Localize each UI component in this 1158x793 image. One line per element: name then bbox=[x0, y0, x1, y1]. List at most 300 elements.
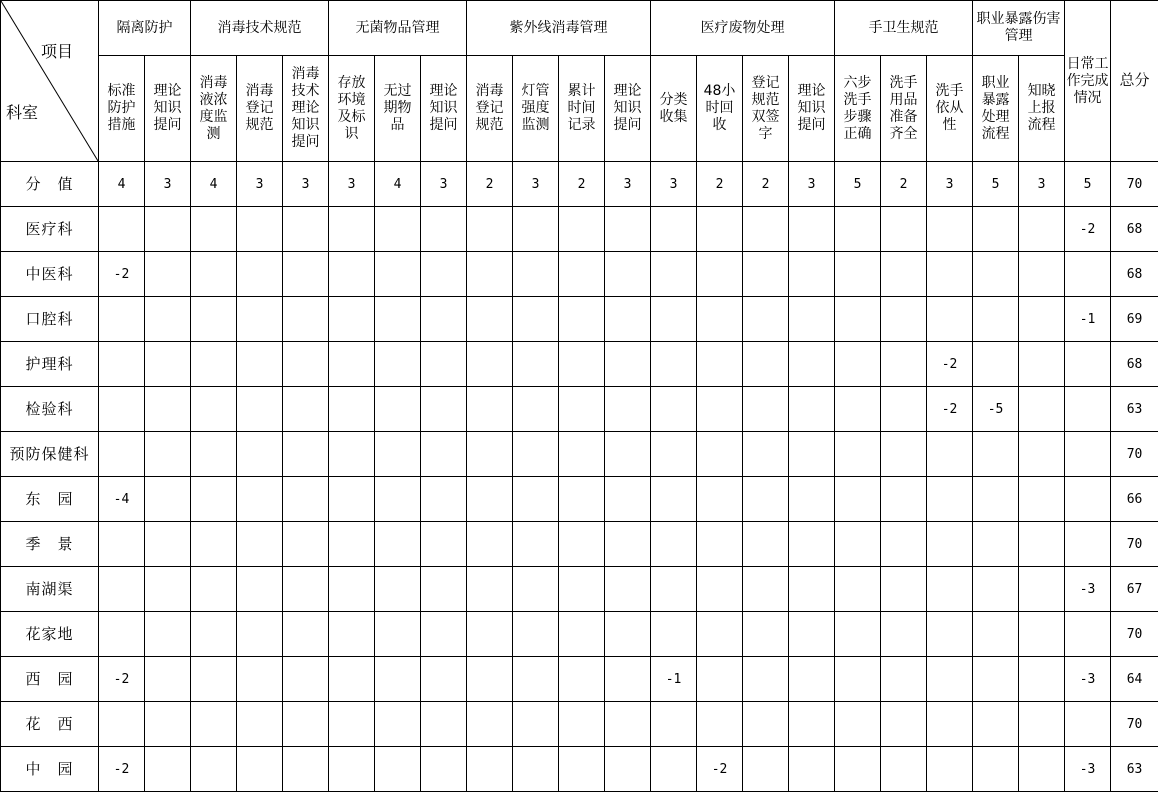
score-cell bbox=[559, 342, 605, 387]
score-cell bbox=[99, 207, 145, 252]
table-row bbox=[1, 342, 1158, 387]
score-cell: 4 bbox=[99, 162, 145, 207]
score-cell bbox=[467, 432, 513, 477]
sub-header bbox=[513, 56, 559, 162]
score-cell bbox=[191, 297, 237, 342]
score-cell bbox=[421, 387, 467, 432]
score-cell bbox=[513, 702, 559, 747]
score-cell: 2 bbox=[743, 162, 789, 207]
score-cell bbox=[605, 567, 651, 612]
score-cell bbox=[973, 612, 1019, 657]
sub-header-label: 理论知识提问 bbox=[153, 83, 182, 133]
score-cell bbox=[145, 702, 191, 747]
score-cell bbox=[99, 612, 145, 657]
score-cell bbox=[237, 207, 283, 252]
score-cell: 3 bbox=[513, 162, 559, 207]
score-cell: 2 bbox=[467, 162, 513, 207]
score-cell bbox=[881, 252, 927, 297]
score-cell bbox=[467, 297, 513, 342]
score-cell: 3 bbox=[421, 162, 467, 207]
score-cell bbox=[513, 432, 559, 477]
sub-header bbox=[329, 56, 375, 162]
score-cell: 3 bbox=[283, 162, 329, 207]
department-cell: 口腔科 bbox=[1, 297, 99, 342]
department-cell: 护理科 bbox=[1, 342, 99, 387]
score-cell bbox=[973, 252, 1019, 297]
score-cell bbox=[513, 297, 559, 342]
score-cell bbox=[881, 432, 927, 477]
score-cell bbox=[881, 297, 927, 342]
score-cell bbox=[375, 207, 421, 252]
score-cell bbox=[191, 477, 237, 522]
score-cell bbox=[99, 522, 145, 567]
score-cell bbox=[605, 387, 651, 432]
score-cell bbox=[513, 207, 559, 252]
score-cell bbox=[1019, 207, 1065, 252]
score-cell bbox=[513, 522, 559, 567]
score-cell bbox=[421, 522, 467, 567]
table-row bbox=[1, 207, 1158, 252]
score-cell bbox=[651, 252, 697, 297]
score-cell bbox=[145, 432, 191, 477]
score-cell bbox=[99, 342, 145, 387]
score-cell bbox=[697, 612, 743, 657]
department-cell: 中医科 bbox=[1, 252, 99, 297]
table-row bbox=[1, 657, 1158, 702]
score-cell bbox=[973, 207, 1019, 252]
sub-header-label: 理论知识提问 bbox=[613, 83, 642, 133]
daily-score-cell bbox=[1065, 612, 1111, 657]
score-cell bbox=[605, 207, 651, 252]
score-cell bbox=[1019, 522, 1065, 567]
score-cell: -5 bbox=[973, 387, 1019, 432]
score-cell bbox=[651, 297, 697, 342]
score-cell bbox=[927, 567, 973, 612]
sub-header-label: 理论知识提问 bbox=[797, 83, 826, 133]
score-cell bbox=[973, 477, 1019, 522]
score-cell bbox=[191, 522, 237, 567]
score-cell bbox=[743, 207, 789, 252]
score-cell bbox=[513, 342, 559, 387]
total-cell: 69 bbox=[1111, 297, 1158, 342]
score-cell bbox=[99, 432, 145, 477]
score-cell bbox=[881, 702, 927, 747]
score-cell bbox=[559, 207, 605, 252]
sub-header bbox=[99, 56, 145, 162]
group-header-uv: 紫外线消毒管理 bbox=[467, 1, 651, 56]
score-cell bbox=[651, 747, 697, 792]
total-cell: 70 bbox=[1111, 522, 1158, 567]
score-cell bbox=[145, 747, 191, 792]
score-cell bbox=[651, 567, 697, 612]
score-cell bbox=[329, 567, 375, 612]
score-cell bbox=[973, 657, 1019, 702]
score-cell bbox=[559, 432, 605, 477]
sub-header-label: 存放环境及标识 bbox=[337, 74, 366, 142]
score-cell bbox=[835, 657, 881, 702]
total-cell: 63 bbox=[1111, 387, 1158, 432]
sub-header bbox=[559, 56, 605, 162]
score-cell bbox=[927, 747, 973, 792]
score-cell bbox=[559, 522, 605, 567]
score-cell bbox=[1019, 747, 1065, 792]
score-cell bbox=[329, 747, 375, 792]
score-cell bbox=[191, 657, 237, 702]
score-cell bbox=[191, 612, 237, 657]
sub-header bbox=[145, 56, 191, 162]
score-cell bbox=[697, 297, 743, 342]
score-cell bbox=[145, 657, 191, 702]
score-cell bbox=[973, 342, 1019, 387]
group-header-medical-waste: 医疗废物处理 bbox=[651, 1, 835, 56]
total-cell: 68 bbox=[1111, 252, 1158, 297]
score-cell: -2 bbox=[99, 747, 145, 792]
score-cell bbox=[605, 522, 651, 567]
score-cell bbox=[881, 747, 927, 792]
total-cell: 64 bbox=[1111, 657, 1158, 702]
score-cell bbox=[835, 612, 881, 657]
score-cell bbox=[881, 522, 927, 567]
score-cell bbox=[191, 432, 237, 477]
score-cell bbox=[789, 432, 835, 477]
sub-header-label: 消毒登记规范 bbox=[245, 83, 274, 133]
score-cell bbox=[467, 657, 513, 702]
score-cell bbox=[513, 657, 559, 702]
total-score-header bbox=[1111, 1, 1158, 162]
total-cell: 63 bbox=[1111, 747, 1158, 792]
score-cell bbox=[421, 207, 467, 252]
score-cell bbox=[697, 252, 743, 297]
score-cell bbox=[927, 477, 973, 522]
department-cell: 南湖渠 bbox=[1, 567, 99, 612]
score-cell bbox=[927, 657, 973, 702]
score-cell bbox=[559, 567, 605, 612]
score-cell bbox=[559, 387, 605, 432]
score-cell bbox=[697, 207, 743, 252]
score-cell bbox=[1019, 567, 1065, 612]
score-cell bbox=[283, 207, 329, 252]
sub-header-label: 消毒液浓度监测 bbox=[199, 74, 228, 142]
score-cell bbox=[651, 702, 697, 747]
sub-header bbox=[605, 56, 651, 162]
score-cell: 5 bbox=[835, 162, 881, 207]
score-cell: 3 bbox=[145, 162, 191, 207]
score-cell bbox=[145, 297, 191, 342]
score-cell bbox=[927, 702, 973, 747]
score-cell bbox=[329, 522, 375, 567]
sub-header bbox=[191, 56, 237, 162]
score-cell: 3 bbox=[605, 162, 651, 207]
score-cell bbox=[1019, 432, 1065, 477]
sub-header bbox=[973, 56, 1019, 162]
score-cell bbox=[651, 387, 697, 432]
score-cell bbox=[789, 522, 835, 567]
score-cell bbox=[835, 342, 881, 387]
score-cell: 3 bbox=[1019, 162, 1065, 207]
score-cell bbox=[99, 702, 145, 747]
total-score-label: 总分 bbox=[1119, 71, 1150, 89]
score-cell bbox=[651, 432, 697, 477]
sub-header bbox=[375, 56, 421, 162]
total-cell: 68 bbox=[1111, 207, 1158, 252]
daily-score-cell: -3 bbox=[1065, 747, 1111, 792]
corner-header-cell bbox=[1, 1, 99, 162]
score-cell bbox=[283, 477, 329, 522]
score-cell bbox=[375, 477, 421, 522]
score-cell bbox=[237, 747, 283, 792]
score-cell bbox=[973, 567, 1019, 612]
score-cell bbox=[237, 252, 283, 297]
score-cell bbox=[421, 612, 467, 657]
sub-header bbox=[283, 56, 329, 162]
score-cell bbox=[1019, 297, 1065, 342]
daily-score-cell bbox=[1065, 477, 1111, 522]
score-cell bbox=[421, 477, 467, 522]
score-cell bbox=[421, 702, 467, 747]
score-cell bbox=[559, 612, 605, 657]
score-cell bbox=[237, 702, 283, 747]
table-row bbox=[1, 252, 1158, 297]
score-cell bbox=[145, 477, 191, 522]
score-cell bbox=[375, 612, 421, 657]
score-cell bbox=[421, 432, 467, 477]
score-value-row bbox=[1, 162, 1158, 207]
score-cell: 3 bbox=[329, 162, 375, 207]
sub-header bbox=[697, 56, 743, 162]
score-cell bbox=[605, 702, 651, 747]
score-cell bbox=[145, 387, 191, 432]
score-cell bbox=[191, 252, 237, 297]
score-cell: 2 bbox=[559, 162, 605, 207]
total-cell: 70 bbox=[1111, 612, 1158, 657]
score-cell bbox=[467, 477, 513, 522]
department-cell: 花 西 bbox=[1, 702, 99, 747]
sub-header bbox=[927, 56, 973, 162]
sub-header-label: 分类收集 bbox=[659, 91, 688, 125]
score-cell bbox=[329, 252, 375, 297]
score-cell: -2 bbox=[99, 657, 145, 702]
sub-header bbox=[789, 56, 835, 162]
score-cell bbox=[697, 657, 743, 702]
score-cell bbox=[881, 612, 927, 657]
score-cell bbox=[605, 342, 651, 387]
score-cell bbox=[283, 297, 329, 342]
table-body bbox=[1, 162, 1158, 792]
score-cell bbox=[283, 522, 329, 567]
score-cell bbox=[421, 747, 467, 792]
daily-score-cell bbox=[1065, 702, 1111, 747]
score-cell bbox=[237, 612, 283, 657]
sub-header bbox=[421, 56, 467, 162]
sub-header-label: 登记规范双签字 bbox=[751, 74, 780, 142]
score-cell bbox=[375, 702, 421, 747]
score-cell bbox=[605, 477, 651, 522]
score-cell bbox=[237, 657, 283, 702]
score-cell bbox=[697, 387, 743, 432]
score-cell bbox=[237, 432, 283, 477]
daily-score-cell: 5 bbox=[1065, 162, 1111, 207]
score-cell bbox=[559, 477, 605, 522]
score-cell bbox=[237, 387, 283, 432]
score-cell bbox=[743, 657, 789, 702]
score-cell bbox=[283, 342, 329, 387]
department-cell: 中 园 bbox=[1, 747, 99, 792]
score-cell bbox=[1019, 477, 1065, 522]
score-cell bbox=[191, 342, 237, 387]
daily-score-cell bbox=[1065, 387, 1111, 432]
sub-header-label: 标准防护措施 bbox=[107, 83, 136, 133]
score-cell bbox=[375, 567, 421, 612]
sub-header bbox=[1019, 56, 1065, 162]
diagonal-line bbox=[1, 1, 98, 161]
score-cell bbox=[467, 252, 513, 297]
score-cell bbox=[881, 657, 927, 702]
score-cell bbox=[145, 612, 191, 657]
score-cell bbox=[329, 657, 375, 702]
score-cell bbox=[1019, 702, 1065, 747]
score-cell: 4 bbox=[375, 162, 421, 207]
group-header-occupational-exposure-label: 职业暴露伤害管理 bbox=[976, 11, 1061, 44]
score-cell bbox=[789, 702, 835, 747]
score-cell bbox=[191, 207, 237, 252]
score-cell bbox=[789, 387, 835, 432]
score-cell bbox=[467, 747, 513, 792]
score-cell bbox=[835, 567, 881, 612]
score-cell bbox=[973, 747, 1019, 792]
score-cell bbox=[375, 387, 421, 432]
score-cell bbox=[99, 567, 145, 612]
score-cell bbox=[145, 207, 191, 252]
score-cell bbox=[145, 522, 191, 567]
score-cell bbox=[145, 342, 191, 387]
score-cell bbox=[651, 612, 697, 657]
score-cell bbox=[191, 387, 237, 432]
score-cell bbox=[789, 252, 835, 297]
department-cell: 检验科 bbox=[1, 387, 99, 432]
department-cell: 东 园 bbox=[1, 477, 99, 522]
department-cell: 花家地 bbox=[1, 612, 99, 657]
score-cell bbox=[421, 297, 467, 342]
score-cell bbox=[191, 747, 237, 792]
score-cell bbox=[467, 567, 513, 612]
score-cell bbox=[237, 342, 283, 387]
score-cell bbox=[283, 252, 329, 297]
score-cell bbox=[99, 297, 145, 342]
corner-label-department: 科室 bbox=[6, 103, 39, 122]
sub-header bbox=[651, 56, 697, 162]
score-cell bbox=[697, 702, 743, 747]
daily-score-cell bbox=[1065, 432, 1111, 477]
score-cell bbox=[99, 387, 145, 432]
score-cell bbox=[513, 252, 559, 297]
score-cell bbox=[283, 702, 329, 747]
table-row bbox=[1, 477, 1158, 522]
score-cell bbox=[375, 432, 421, 477]
department-cell: 预防保健科 bbox=[1, 432, 99, 477]
score-cell bbox=[835, 207, 881, 252]
score-cell: -2 bbox=[927, 387, 973, 432]
department-cell: 医疗科 bbox=[1, 207, 99, 252]
score-cell bbox=[559, 657, 605, 702]
score-cell bbox=[283, 567, 329, 612]
group-header-isolation: 隔离防护 bbox=[99, 1, 191, 56]
score-cell bbox=[1019, 342, 1065, 387]
score-cell bbox=[651, 342, 697, 387]
table-row bbox=[1, 702, 1158, 747]
score-cell bbox=[559, 747, 605, 792]
score-cell bbox=[237, 567, 283, 612]
score-cell bbox=[329, 477, 375, 522]
score-cell bbox=[1019, 612, 1065, 657]
score-cell bbox=[1019, 657, 1065, 702]
score-cell bbox=[283, 657, 329, 702]
header-sub-row bbox=[1, 56, 1158, 162]
score-cell bbox=[375, 252, 421, 297]
daily-score-cell: -2 bbox=[1065, 207, 1111, 252]
score-cell bbox=[973, 297, 1019, 342]
score-cell bbox=[651, 522, 697, 567]
score-cell bbox=[881, 342, 927, 387]
score-cell bbox=[237, 477, 283, 522]
sub-header-label: 灯管强度监测 bbox=[521, 83, 550, 133]
sub-header-label: 消毒登记规范 bbox=[475, 83, 504, 133]
total-cell: 70 bbox=[1111, 702, 1158, 747]
sub-header bbox=[835, 56, 881, 162]
sub-header bbox=[743, 56, 789, 162]
daily-work-header bbox=[1065, 1, 1111, 162]
total-cell: 66 bbox=[1111, 477, 1158, 522]
score-cell bbox=[329, 702, 375, 747]
group-header-hand-hygiene: 手卫生规范 bbox=[835, 1, 973, 56]
score-cell bbox=[743, 747, 789, 792]
score-cell bbox=[1019, 252, 1065, 297]
score-cell bbox=[237, 522, 283, 567]
sub-header-label: 无过期物品 bbox=[383, 83, 412, 133]
score-cell bbox=[835, 432, 881, 477]
score-cell bbox=[467, 207, 513, 252]
score-cell bbox=[697, 432, 743, 477]
score-cell bbox=[329, 207, 375, 252]
table-row bbox=[1, 567, 1158, 612]
daily-score-cell bbox=[1065, 342, 1111, 387]
group-header-sterile-items: 无菌物品管理 bbox=[329, 1, 467, 56]
score-cell bbox=[651, 207, 697, 252]
score-cell bbox=[927, 432, 973, 477]
daily-score-cell bbox=[1065, 522, 1111, 567]
score-cell bbox=[513, 477, 559, 522]
score-cell bbox=[283, 432, 329, 477]
total-cell: 70 bbox=[1111, 432, 1158, 477]
score-cell bbox=[789, 567, 835, 612]
score-cell: -2 bbox=[99, 252, 145, 297]
score-cell bbox=[605, 432, 651, 477]
score-cell bbox=[789, 342, 835, 387]
score-cell bbox=[145, 567, 191, 612]
score-cell bbox=[329, 387, 375, 432]
score-cell bbox=[697, 342, 743, 387]
daily-score-cell: -1 bbox=[1065, 297, 1111, 342]
score-cell: 4 bbox=[191, 162, 237, 207]
total-cell: 67 bbox=[1111, 567, 1158, 612]
score-cell bbox=[559, 252, 605, 297]
department-cell: 季 景 bbox=[1, 522, 99, 567]
score-cell bbox=[283, 747, 329, 792]
score-cell: 5 bbox=[973, 162, 1019, 207]
score-cell bbox=[973, 432, 1019, 477]
score-cell bbox=[973, 522, 1019, 567]
score-cell bbox=[973, 702, 1019, 747]
sub-header-label: 洗手依从性 bbox=[935, 83, 964, 133]
